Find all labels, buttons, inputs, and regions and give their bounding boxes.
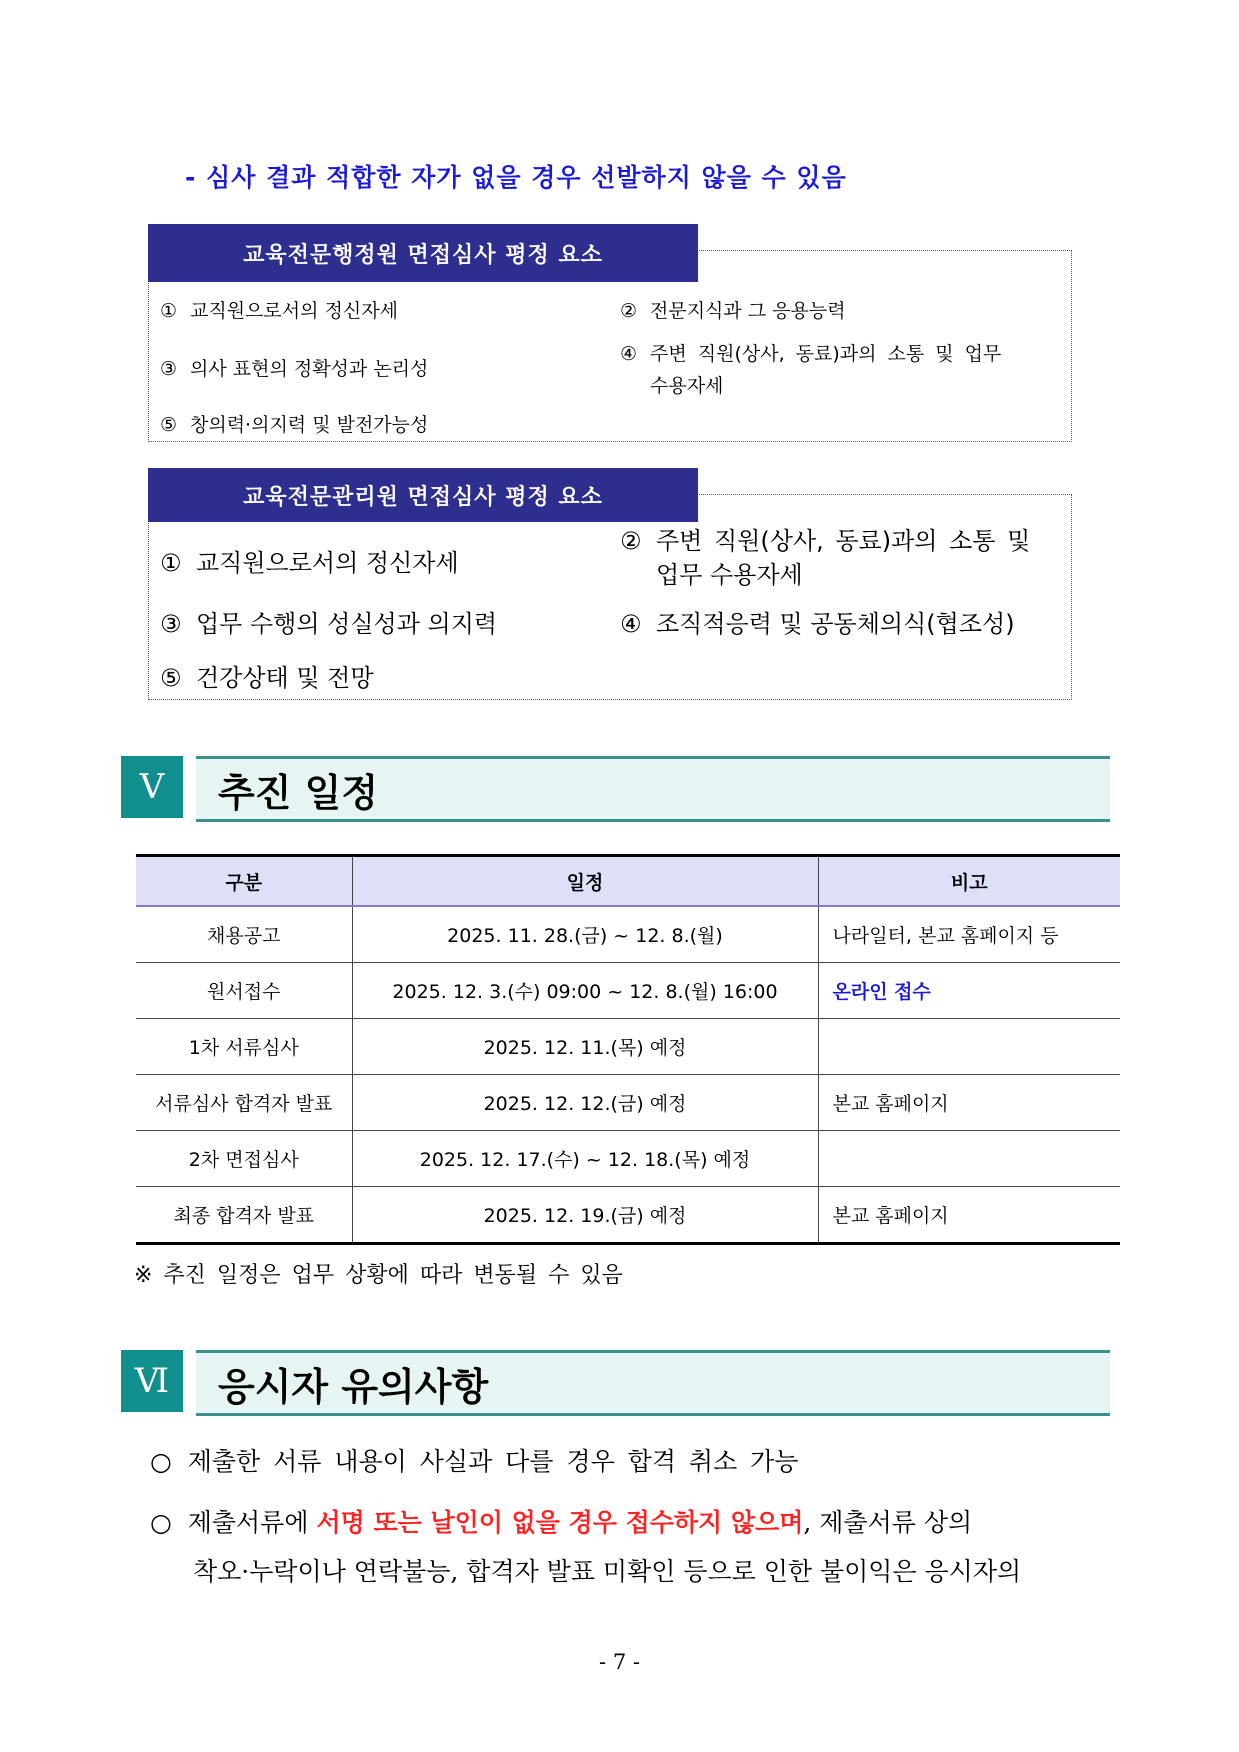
bullet-icon: ○ — [150, 1508, 172, 1537]
mgmt-criteria-title: 교육전문관리원 면접심사 평정 요소 — [148, 468, 698, 522]
row-category: 2차 면접심사 — [136, 1131, 352, 1187]
schedule-header-row — [136, 856, 1120, 907]
selection-note: - 심사 결과 적합한 자가 없을 경우 선발하지 않을 수 있음 — [185, 163, 847, 192]
table-row — [136, 1075, 1120, 1131]
mgmt-criteria-item-2: ② 주변 직원(상사, 동료)과의 소통 및 업무 수용자세 — [620, 527, 1031, 589]
table-row — [136, 1187, 1120, 1244]
section-6-number: Ⅵ — [121, 1350, 183, 1412]
row-date: 2025. 12. 11.(목) 예정 — [352, 1019, 818, 1075]
mgmt-criteria-item-4: ④ 조직적응력 및 공동체의식(협조성) — [620, 610, 1015, 638]
row-date: 2025. 12. 12.(금) 예정 — [352, 1075, 818, 1131]
warning-text: 서명 또는 날인이 없을 경우 접수하지 않으며 — [316, 1508, 804, 1537]
table-row — [136, 906, 1120, 963]
admin-criteria-title: 교육전문행정원 면접심사 평정 요소 — [148, 224, 698, 282]
mgmt-criteria-item-3: ③ 업무 수행의 성실성과 의지력 — [160, 610, 498, 638]
row-date: 2025. 12. 3.(수) 09:00 ~ 12. 8.(월) 16:00 — [352, 963, 818, 1019]
section-5-title: 추진 일정 — [218, 771, 379, 815]
mgmt-criteria-item-1: ① 교직원으로서의 정신자세 — [160, 549, 459, 577]
row-date: 2025. 11. 28.(금) ~ 12. 8.(월) — [352, 906, 818, 963]
admin-criteria-item-1: ① 교직원으로서의 정신자세 — [160, 300, 398, 322]
schedule-footnote: ※ 추진 일정은 업무 상황에 따라 변동될 수 있음 — [134, 1263, 623, 1288]
row-note: 본교 홈페이지 — [818, 1187, 1120, 1244]
bullet-icon: ○ — [150, 1447, 172, 1476]
schedule-table — [136, 854, 1120, 1245]
admin-criteria-item-2: ② 전문지식과 그 응용능력 — [620, 300, 846, 322]
row-note: 나라일터, 본교 홈페이지 등 — [818, 906, 1120, 963]
row-category: 1차 서류심사 — [136, 1019, 352, 1075]
table-row — [136, 963, 1120, 1019]
table-row — [136, 1131, 1120, 1187]
row-category: 채용공고 — [136, 906, 352, 963]
row-date: 2025. 12. 17.(수) ~ 12. 18.(목) 예정 — [352, 1131, 818, 1187]
row-note — [818, 1019, 1120, 1075]
notice-2: ○ 제출서류에 서명 또는 날인이 없을 경우 접수하지 않으며, 제출서류 상의 — [150, 1508, 973, 1537]
mgmt-criteria-item-5: ⑤ 건강상태 및 전망 — [160, 664, 374, 692]
admin-criteria-item-5: ⑤ 창의력·의지력 및 발전가능성 — [160, 414, 429, 436]
admin-criteria-item-4: ④ 주변 직원(상사, 동료)과의 소통 및 업무 수용자세 — [620, 343, 1002, 397]
row-date: 2025. 12. 19.(금) 예정 — [352, 1187, 818, 1244]
row-category: 최종 합격자 발표 — [136, 1187, 352, 1244]
row-note: 본교 홈페이지 — [818, 1075, 1120, 1131]
col-header-date: 일정 — [352, 856, 818, 907]
table-row — [136, 1019, 1120, 1075]
admin-criteria-item-3: ③ 의사 표현의 정확성과 논리성 — [160, 358, 429, 380]
notice-2-continued: 착오·누락이나 연락불능, 합격자 발표 미확인 등으로 인한 불이익은 응시자의 — [193, 1557, 1022, 1586]
row-note: 온라인 접수 — [818, 963, 1120, 1019]
row-category: 서류심사 합격자 발표 — [136, 1075, 352, 1131]
section-6-title: 응시자 유의사항 — [218, 1365, 489, 1409]
notice-1: ○ 제출한 서류 내용이 사실과 다를 경우 합격 취소 가능 — [150, 1447, 799, 1476]
row-category: 원서접수 — [136, 963, 352, 1019]
col-header-note: 비고 — [818, 856, 1120, 907]
section-5-number: Ⅴ — [121, 756, 183, 818]
page-number: - 7 - — [599, 1650, 640, 1674]
row-note — [818, 1131, 1120, 1187]
col-header-category: 구분 — [136, 856, 352, 907]
